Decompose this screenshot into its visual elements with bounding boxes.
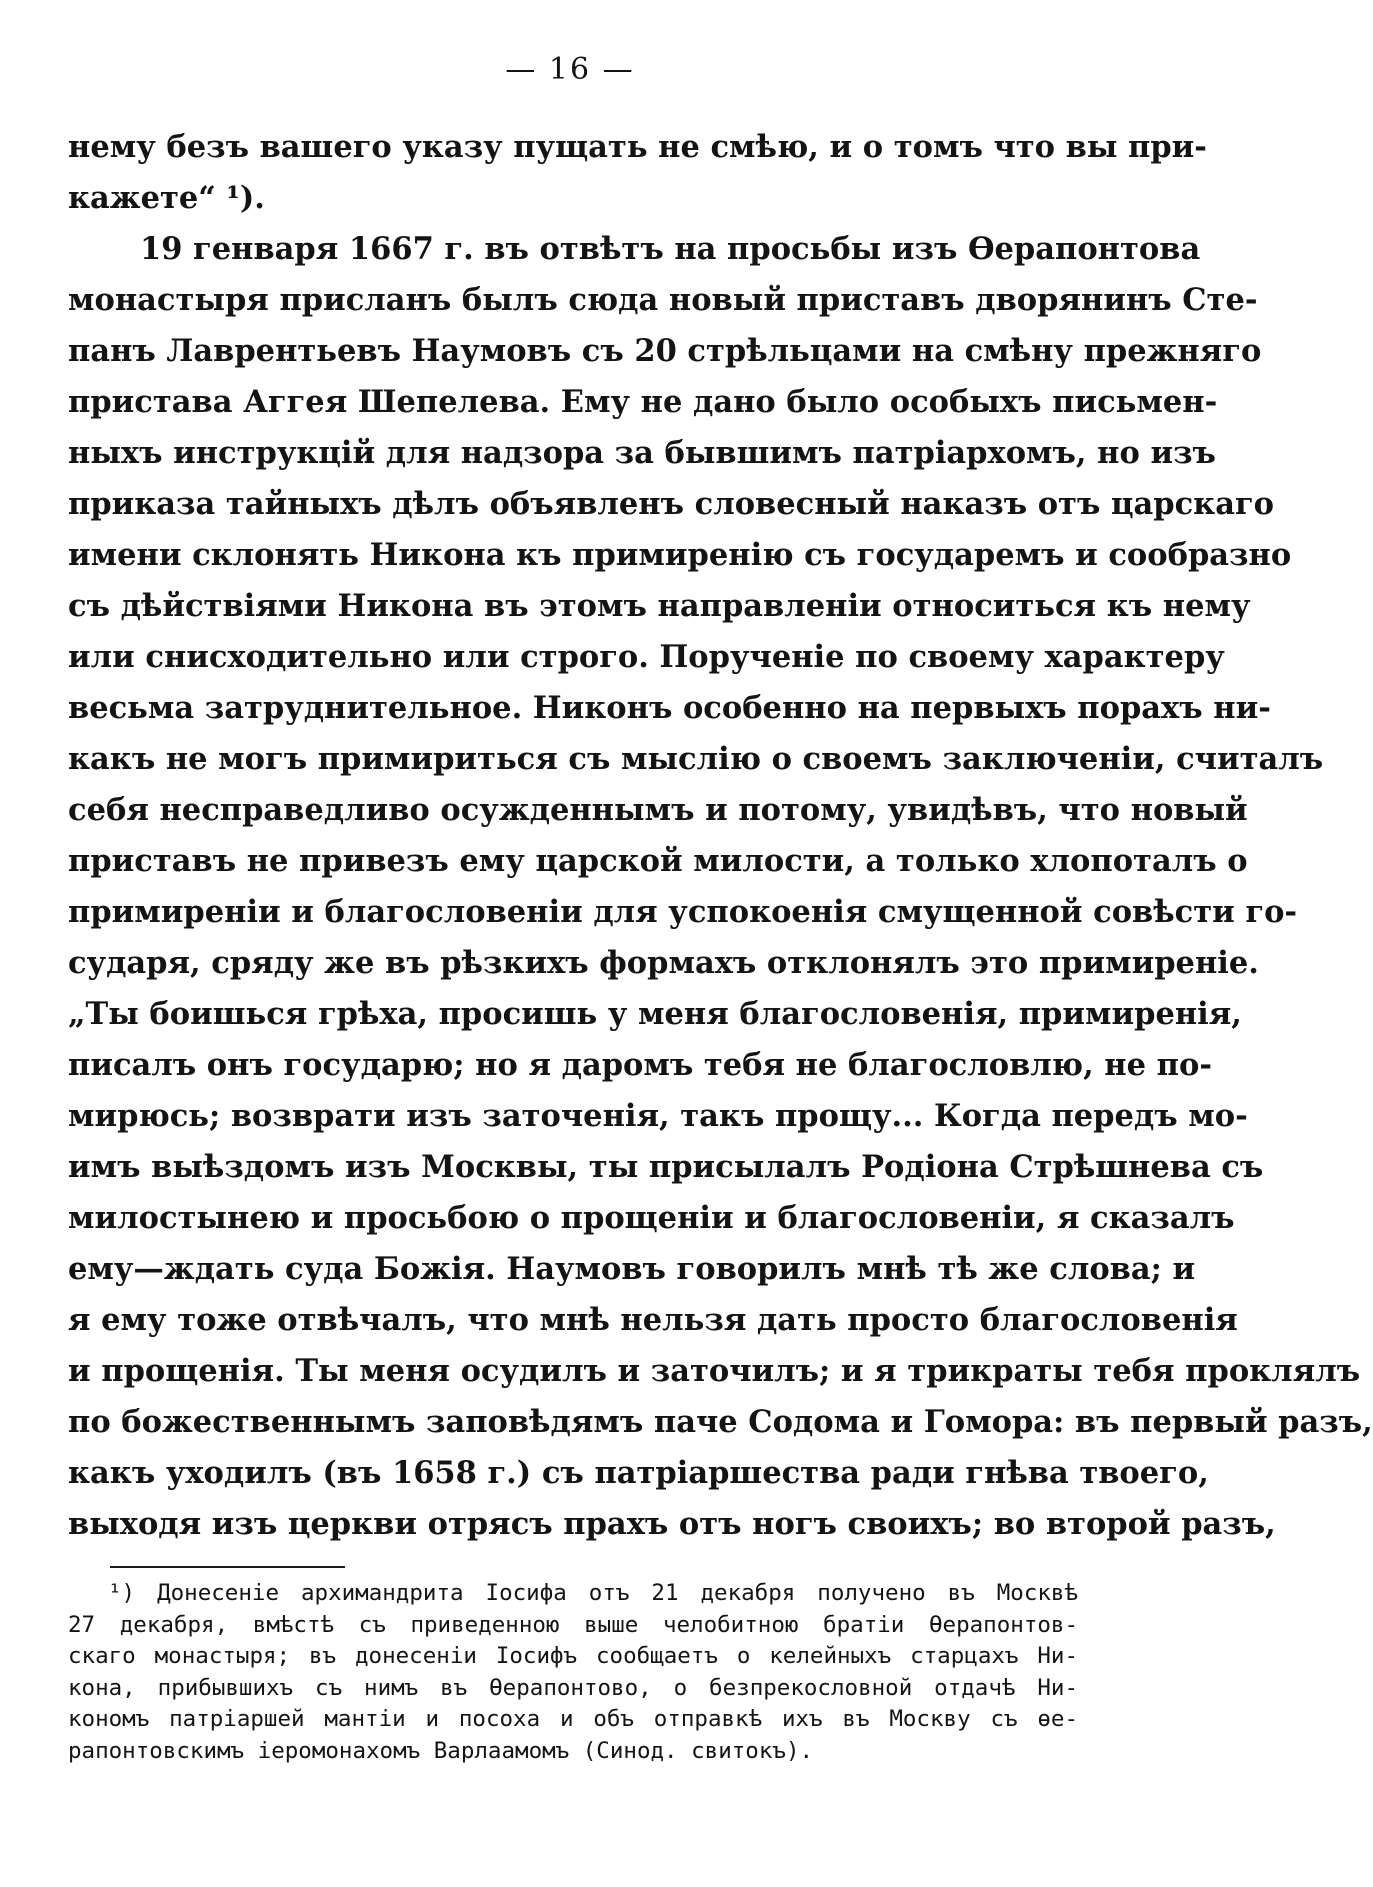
text-line: съ дѣйствіями Никона въ этомъ направленіи относиться къ нему: [68, 588, 1251, 624]
text-line: себя несправедливо осужденнымъ и потому, увидѣвъ, что новый: [68, 792, 1248, 828]
text-line: примиреніи и благословеніи для успокоенія смущенной совѣсти го-: [68, 894, 1298, 930]
text-line: ныхъ инструкцій для надзора за бывшимъ патріархомъ, но изъ: [68, 435, 1216, 471]
page-number: — 16 —: [505, 52, 635, 87]
footnote-line: 27 декабря, вмѣстѣ съ приведенною выше челобитною братіи Ѳерапонтов-: [68, 1611, 1078, 1638]
text-line: кажете“ ¹).: [68, 180, 265, 216]
footnote-line: скаго монастыря; въ донесеніи Іосифъ сообщаетъ о келейныхъ старцахъ Ни-: [68, 1643, 1078, 1669]
main-text: [68, 122, 1373, 1550]
text-line: по божественнымъ заповѣдямъ паче Содома и Гомора: въ первый разъ,: [68, 1404, 1373, 1440]
footnote-divider: [110, 1566, 345, 1568]
text-line: я ему тоже отвѣчалъ, что мнѣ нельзя дать просто благословенія: [68, 1302, 1238, 1338]
text-line: выходя изъ церкви отрясъ прахъ отъ ногъ своихъ; во второй разъ,: [68, 1506, 1276, 1542]
text-line: какъ уходилъ (въ 1658 г.) съ патріаршества ради гнѣва твоего,: [68, 1455, 1209, 1491]
text-line: пристава Аггея Шепелева. Ему не дано было особыхъ письмен-: [68, 384, 1218, 420]
text-line: сударя, сряду же въ рѣзкихъ формахъ отклонялъ это примиреніе.: [68, 945, 1259, 981]
footnote-line: рапонтовскимъ іеромонахомъ Варлаамомъ (Синод. свитокъ).: [68, 1737, 814, 1764]
text-line: мирюсь; возврати изъ заточенія, такъ прощу... Когда передъ мо-: [68, 1098, 1248, 1134]
text-line: и прощенія. Ты меня осудилъ и заточилъ; и я трикраты тебя проклялъ: [68, 1353, 1361, 1389]
text-line: приставъ не привезъ ему царской милости, а только хлопоталъ о: [68, 843, 1248, 879]
text-line: весьма затруднительное. Никонъ особенно на первыхъ порахъ ни-: [68, 690, 1271, 726]
text-line: имени склонять Никона къ примиренію съ государемъ и сообразно: [68, 537, 1292, 573]
footnote-line: ¹) Донесеніе архимандрита Іосифа отъ 21 декабря получено въ Москвѣ: [108, 1580, 1078, 1606]
footnote: [68, 1578, 1078, 1767]
text-line: нему безъ вашего указу пущать не смѣю, и о томъ что вы при-: [68, 129, 1207, 165]
text-line: имъ выѣздомъ изъ Москвы, ты присылалъ Родіона Стрѣшнева съ: [68, 1149, 1264, 1185]
text-line: монастыря присланъ былъ сюда новый приставъ дворянинъ Сте-: [68, 282, 1258, 318]
text-line: панъ Лаврентьевъ Наумовъ съ 20 стрѣльцами на смѣну прежняго: [68, 333, 1262, 369]
text-line: 19 генваря 1667 г. въ отвѣтъ на просьбы изъ Ѳерапонтова: [140, 231, 1201, 267]
text-line: ему—ждать суда Божія. Наумовъ говорилъ мнѣ тѣ же слова; и: [68, 1251, 1196, 1287]
footnote-line: кономъ патріаршей мантіи и посоха и объ отправкѣ ихъ въ Москву съ ѳе-: [68, 1706, 1078, 1732]
text-line: писалъ онъ государю; но я даромъ тебя не благословлю, не по-: [68, 1047, 1212, 1083]
text-line: милостынею и просьбою о прощеніи и благословеніи, я сказалъ: [68, 1200, 1235, 1236]
text-line: какъ не могъ примириться съ мыслію о своемъ заключеніи, считалъ: [68, 741, 1324, 777]
footnote-line: кона, прибывшихъ съ нимъ въ Ѳерапонтово, о безпрекословной отдачѣ Ни-: [68, 1674, 1078, 1701]
text-line: или снисходительно или строго. Порученіе по своему характеру: [68, 639, 1225, 675]
text-line: приказа тайныхъ дѣлъ объявленъ словесный наказъ отъ царскаго: [68, 486, 1274, 522]
text-line: „Ты боишься грѣха, просишь у меня благословенія, примиренія,: [68, 996, 1242, 1032]
